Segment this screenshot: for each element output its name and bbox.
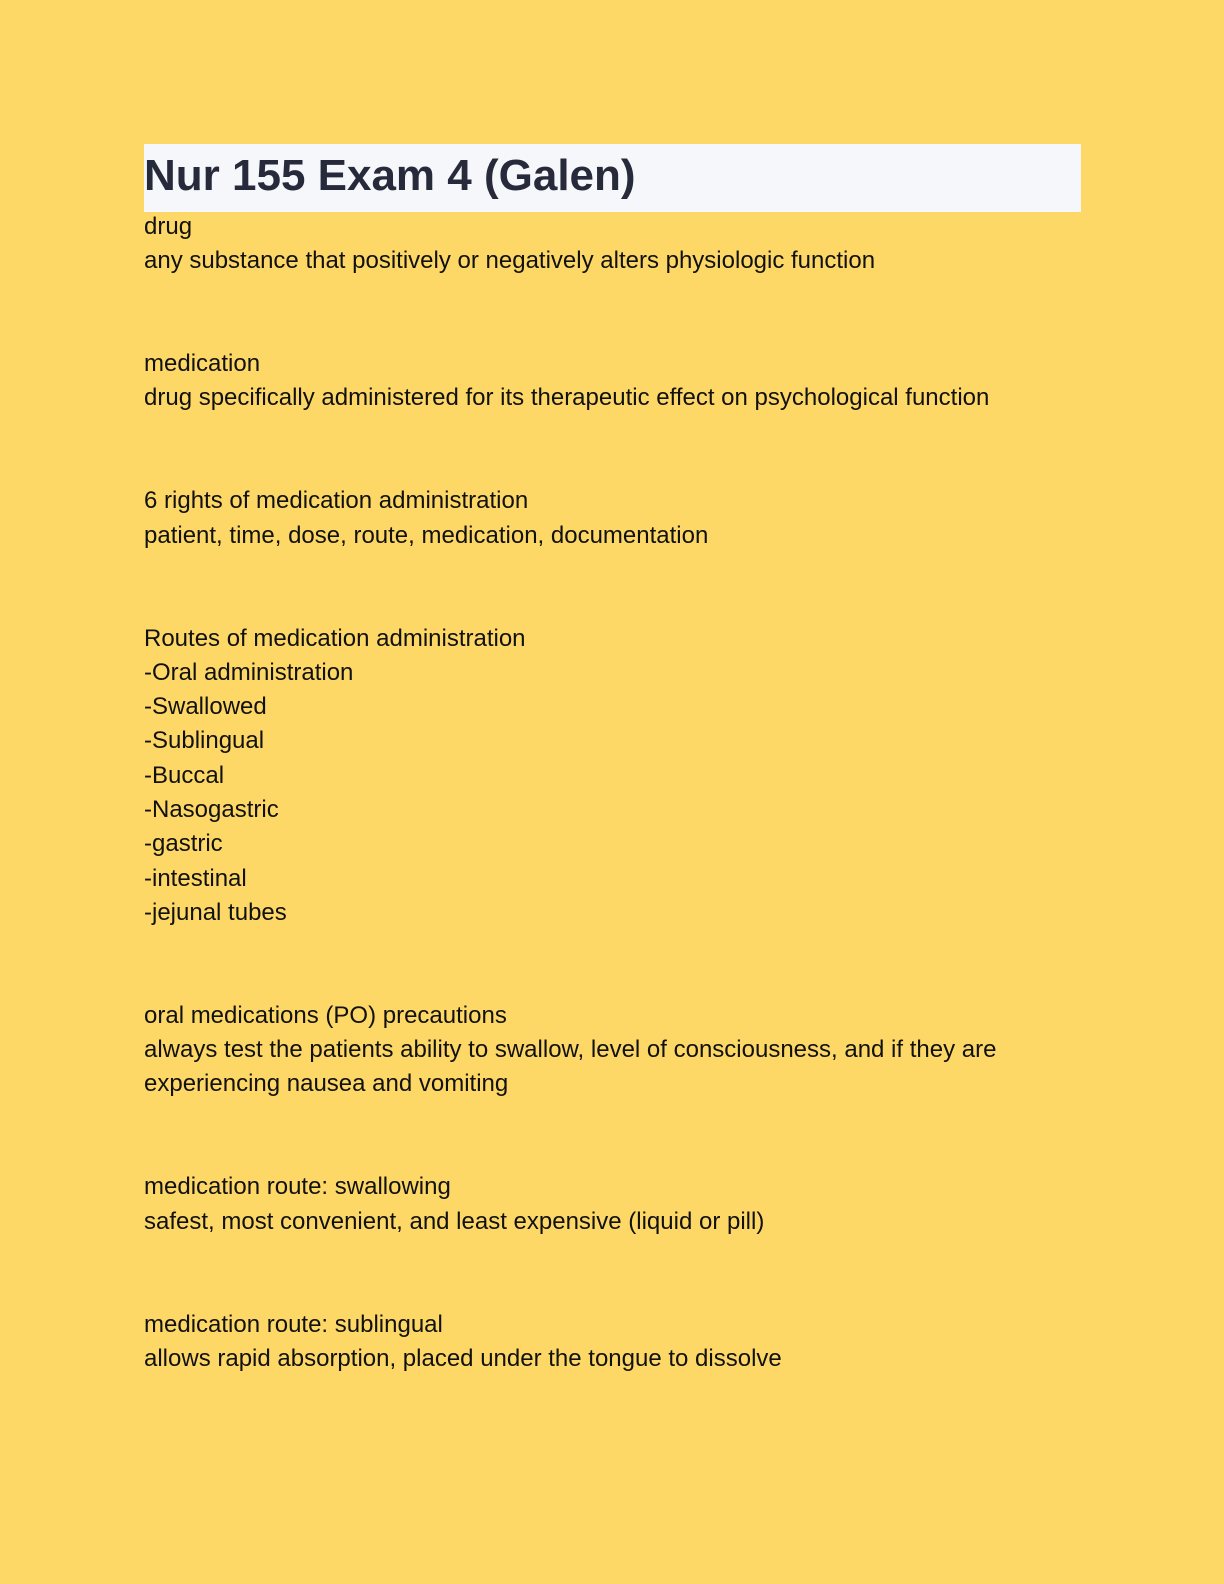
definition-line: drug specifically administered for its therapeutic effect on psychological function: [144, 384, 990, 412]
definition-line: -jejunal tubes: [144, 898, 287, 926]
definition-line: patient, time, dose, route, medication, documentation: [144, 521, 709, 549]
definition-line: -Oral administration: [144, 658, 354, 686]
flashcard: [144, 1308, 1084, 1377]
definition-line: -gastric: [144, 830, 223, 858]
card-term: medication route: swallowing: [144, 1173, 451, 1201]
card-definition: [144, 519, 1084, 553]
definition-line: always test the patients ability to swallow, level of consciousness, and if they are: [144, 1036, 997, 1064]
card-definition: [144, 1033, 1084, 1102]
definition-line: -intestinal: [144, 864, 247, 892]
definition-line: safest, most convenient, and least expensive (liquid or pill): [144, 1207, 765, 1235]
flashcard: [144, 999, 1084, 1102]
card-definition: [144, 381, 1084, 415]
definition-line: -Nasogastric: [144, 796, 279, 824]
card-definition: [144, 244, 1084, 278]
card-term: medication route: sublingual: [144, 1310, 443, 1338]
flashcard: [144, 347, 1084, 416]
definition-line: -Sublingual: [144, 727, 265, 755]
definition-line: any substance that positively or negatively alters physiologic function: [144, 247, 876, 275]
card-term: drug: [144, 213, 193, 240]
card-term: oral medications (PO) precautions: [144, 1001, 507, 1029]
flashcard: [144, 622, 1084, 931]
flashcard: [144, 484, 1084, 553]
card-definition: [144, 656, 1084, 930]
card-term: medication: [144, 350, 261, 378]
flashcard: [144, 1170, 1084, 1239]
page-title: Nur 155 Exam 4 (Galen): [144, 151, 636, 200]
flashcard: [144, 210, 1084, 279]
definition-line: experiencing nausea and vomiting: [144, 1070, 509, 1098]
definition-line: -Buccal: [144, 761, 225, 789]
card-definition: [144, 1205, 1084, 1239]
definition-line: allows rapid absorption, placed under the tongue to dissolve: [144, 1344, 782, 1372]
definition-line: -Swallowed: [144, 693, 267, 721]
title-banner: [144, 144, 1081, 212]
card-term: Routes of medication administration: [144, 624, 526, 652]
flashcard-list: [144, 210, 1084, 1445]
card-term: 6 rights of medication administration: [144, 487, 529, 515]
card-definition: [144, 1342, 1084, 1376]
